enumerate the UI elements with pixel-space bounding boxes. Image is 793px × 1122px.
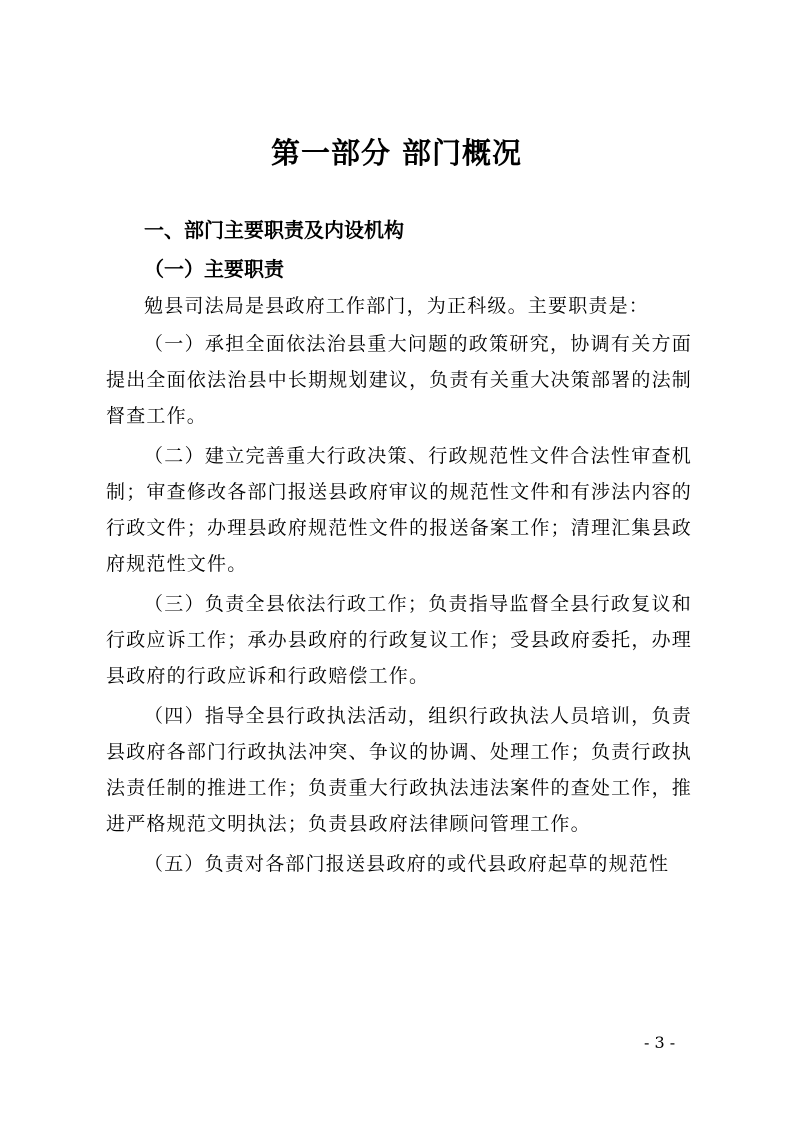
duty-paragraph-3: （三）负责全县依法行政工作；负责指导监督全县行政复议和行政应诉工作；承办县政府的行政复议工作；受县政府委托，办理县政府的行政应诉和行政赔偿工作。 bbox=[106, 593, 692, 687]
section-heading: 一、部门主要职责及内设机构 bbox=[144, 218, 404, 242]
page-title: 第一部分 部门概况 bbox=[270, 136, 523, 170]
subsection-heading: （一）主要职责 bbox=[144, 257, 284, 281]
document-body bbox=[106, 288, 692, 886]
duty-paragraph-4: （四）指导全县行政执法活动，组织行政执法人员培训，负责县政府各部门行政执法冲突、争议的协调、处理工作；负责行政执法责任制的推进工作；负责重大行政执法违法案件的查处工作，推进严格规范文明执法；负责县政府法律顾问管理工作。 bbox=[106, 705, 692, 835]
duty-paragraph-2: （二）建立完善重大行政决策、行政规范性文件合法性审查机制；审查修改各部门报送县政府审议的规范性文件和有涉法内容的行政文件；办理县政府规范性文件的报送备案工作；清理汇集县政府规范性文件。 bbox=[106, 445, 692, 575]
duty-paragraph-5: （五）负责对各部门报送县政府的或代县政府起草的规范性 bbox=[144, 853, 670, 875]
duty-paragraph-1: （一）承担全面依法治县重大问题的政策研究，协调有关方面提出全面依法治县中长期规划建议，负责有关重大决策部署的法制督查工作。 bbox=[106, 333, 692, 427]
intro-paragraph: 勉县司法局是县政府工作部门，为正科级。主要职责是： bbox=[144, 295, 650, 317]
page-number: - 3 - bbox=[644, 1033, 676, 1052]
